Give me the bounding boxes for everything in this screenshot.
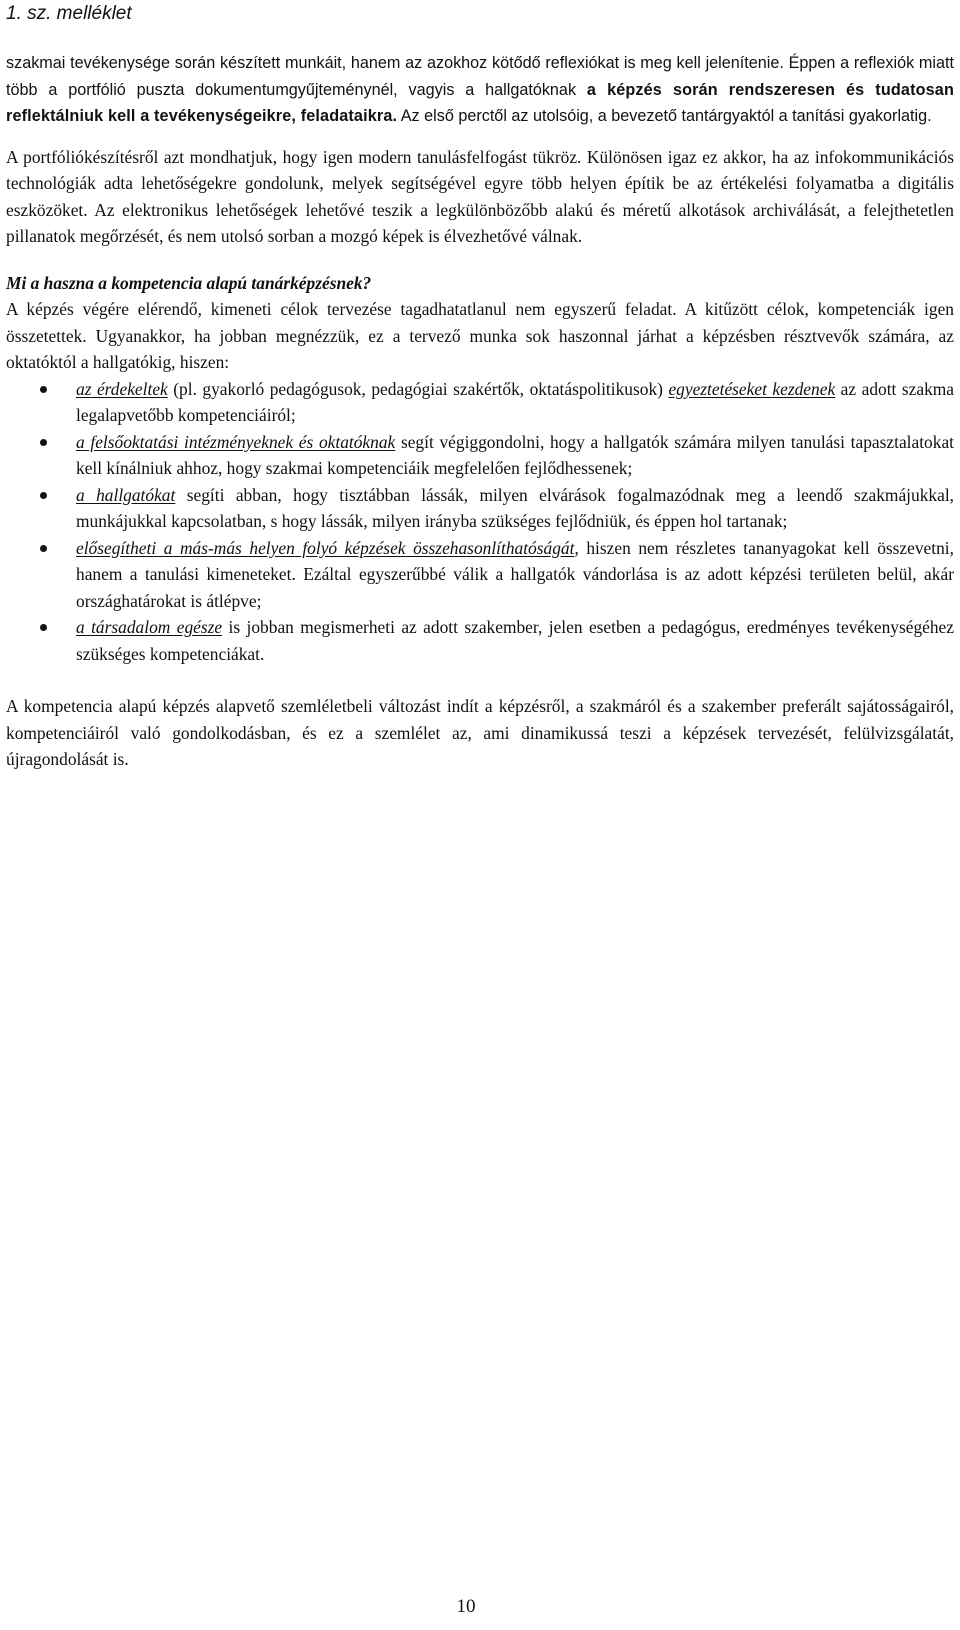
item-text: , hiszen nem részletes tananyagokat kell összevetni, hanem a tanulási kimeneteket. Ezáltal egyszerűbbé válik a hallgatók vándorlása is az adott képzési területen belül, akár országhatárokat is átlépve; [76,537,954,611]
bullet-icon [40,624,47,631]
item-text: az adott szakma legalapvetőbb kompetenciáiról; [76,378,955,425]
list-item [6,429,954,482]
page-body [6,50,954,773]
section-heading: Mi a haszna a kompetencia alapú tanárképzésnek? [6,272,372,293]
item-text: segíti abban, hogy tisztábban lássák, milyen elvárások fogalmazódnak meg a leendő szakmájukkal, munkájukkal kapcsolatban, s hogy lássák, milyen irányba szükséges fejlődniük, és éppen hol tartanak; [76,484,954,531]
item-emphasis: a társadalom egésze [76,617,223,637]
item-emphasis: a hallgatókat [76,484,176,505]
bullet-icon [40,386,47,393]
paragraph-portfolio-reflection [6,50,954,130]
paragraph-modern-learning: A portfóliókészítésről azt mondhatjuk, hogy igen modern tanulásfelfogást tükröz. Különösen igaz ez akkor, ha az infokommunikációs technológiák adta lehetőségekre gondolunk, melyek segítségével egyre több helyen építik be az értékelési folyamatba a digitális eszközöket. Az elektronikus lehetőségek lehetővé teszik a legkülönbözőbb alakú és méretű alkotások archiválását, a felejthetetlen pillanatok megőrzését, és nem utolsó sorban a mozgó képek is élvezhetővé válnak. [6,146,954,246]
annex-label: 1. sz. melléklet [6,3,132,24]
bullet-icon [40,545,47,552]
paragraph-closing-text: Az első perctől az utolsóig, a bevezető tantárgyaktól a tanítási gyakorlatig. [397,107,932,125]
item-text: (pl. gyakorló pedagógusok, pedagógiai szakértők, oktatáspolitikusok) [167,378,669,399]
paragraph-intro-text: szakmai tevékenysége során készített munkáit, hanem az azokhoz kötődő reflexiókat is meg kell jelenítenie. Éppen a reflexiók miatt több a portfólió puszta dokumentumgyűjteménynél, vagyis a hallgatóknak [6,54,954,99]
bullet-icon [40,492,47,499]
paragraph-competence-goals: A képzés végére elérendő, kimeneti célok tervezése tagadhatatlanul nem egyszerű feladat. A kitűzött célok, kompetenciák igen összetettek. Ugyanakkor, ha jobban megnézzük, ez a tervező munka sok haszonnal járhat a képzésben résztvevők számára, az oktatóktól a hallgatókig, hiszen: [6,299,954,372]
emphasized-requirement: a képzés során rendszeresen és tudatosan reflektálniuk kell a tevékenységeikre, feladataikra [6,80,954,125]
list-item [6,376,954,429]
item-text: is jobban megismerheti az adott szakember, jelen esetben a pedagógus, eredményes tevékenységéhez szükséges kompetenciákat. [76,617,954,664]
item-emphasis: az érdekeltek [76,378,168,399]
list-item [6,482,954,535]
paragraph-conclusion: A kompetencia alapú képzés alapvető szemléletbeli változást indít a képzésről, a szakmáról és a szakember preferált sajátosságairól, kompetenciáiról való gondolkodásban, és ez a szemlélet az, ami dinamikussá teszi a képzések tervezését, felülvizsgálatát, újragondolását is. [6,696,954,769]
emphasis-period: . [392,107,398,125]
item-text: segít végiggondolni, hogy a hallgatók számára milyen tanulási tapasztalatokat kell kínálniuk ahhoz, hogy szakmai kompetenciáik megfelelően fejlődhessenek; [76,431,954,478]
item-emphasis: egyeztetéseket kezdenek [668,378,836,399]
spacer [6,130,954,144]
spacer [6,250,954,270]
item-emphasis: a felsőoktatási intézményeknek és oktatóknak [76,431,396,452]
item-emphasis: elősegítheti a más-más helyen folyó képzések összehasonlíthatóságát [76,537,575,558]
benefits-list [6,376,954,668]
bullet-icon [40,439,47,446]
spacer [6,667,954,693]
list-item [6,614,954,667]
list-item [6,535,954,615]
page-number: 10 [456,1596,476,1617]
